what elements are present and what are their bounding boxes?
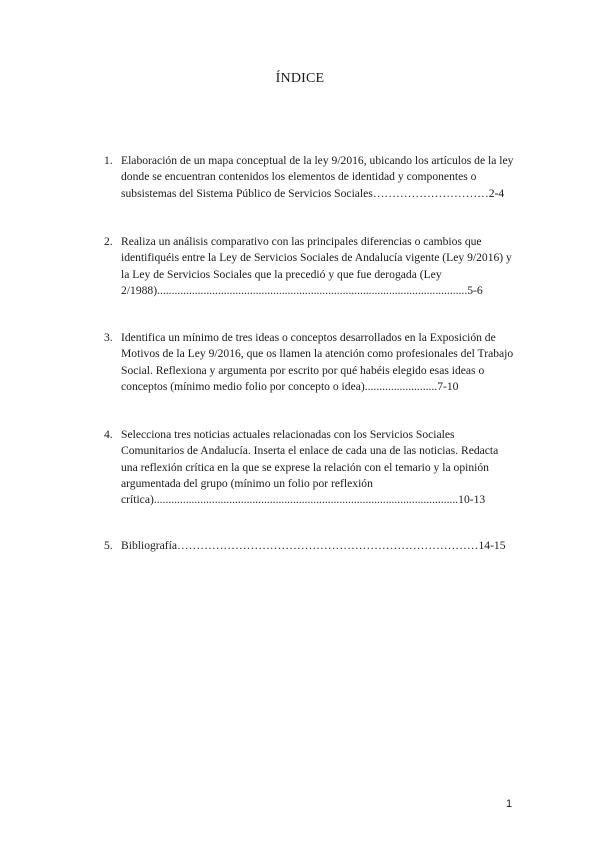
toc-entry-text-block <box>121 153 514 202</box>
toc-entry-text: Realiza un análisis comparativo con las principales diferencias o cambios que identifiquéis entre la Ley de Servicios Sociales de Andalucía vigente (Ley 9/2016) y la Ley de Servicios Sociales que la precedió y que fue derogada (Ley 2/1988) <box>121 235 512 297</box>
toc-entry-3 <box>104 330 514 395</box>
toc-entry-number: 5. <box>104 539 113 552</box>
toc-entry-pages: 2-4 <box>488 186 505 200</box>
page-title: ÍNDICE <box>275 71 325 86</box>
toc-entry-pages: 5-6 <box>467 283 483 297</box>
toc-entry-pages: 10-13 <box>458 493 486 507</box>
toc-entry-pages: 14-15 <box>478 539 506 552</box>
toc-entry-leader: ......................................................................................................... <box>153 493 459 507</box>
toc-entry-text: Elaboración de un mapa conceptual de la ley 9/2016, ubicando los artículos de la ley donde se encuentran contenidos los elementos de identidad y componentes o subsistemas del Sistema Público de Servicios Sociales <box>121 154 514 200</box>
toc-entry-text: Bibliografía <box>121 539 178 552</box>
toc-entry-number: 4. <box>104 428 113 441</box>
toc-entry-leader: …………………………………………………………………… <box>177 539 479 552</box>
toc-entry-leader: ………………………… <box>372 186 489 200</box>
toc-entry-number: 3. <box>104 331 113 344</box>
toc-entry-5 <box>104 538 514 554</box>
toc-entry-text-block <box>121 427 512 508</box>
toc-entry-text-block <box>121 330 514 395</box>
toc-entry-pages: 7-10 <box>437 379 459 393</box>
toc-entry-number: 2. <box>104 235 113 248</box>
toc-entry-leader: ......................... <box>364 379 438 393</box>
toc-entry-text: Selecciona tres noticias actuales relacionadas con los Servicios Sociales Comunitarios de Andalucía. Inserta el enlace de cada una de las noticias. Redacta una reflexión crítica en la que se exprese la relación con el temario y la opinión argumentada del grupo (mínimo un folio por reflexión crítica) <box>121 428 499 507</box>
toc-entry-text: Identifica un mínimo de tres ideas o conceptos desarrollados en la Exposición de Motivos de la Ley 9/2016, que os llamen la atención como profesionales del Trabajo Social. Reflexiona y argumenta por escrito por qué habéis elegido esas ideas o conceptos (mínimo medio folio por concepto o idea) <box>121 331 514 393</box>
toc-entry-text-block <box>121 538 514 554</box>
toc-entry-number: 1. <box>104 154 113 167</box>
toc-entry-4 <box>104 427 512 508</box>
toc-entry-1 <box>104 153 514 202</box>
page-number: 1 <box>506 798 513 810</box>
toc-entry-text-block <box>121 234 514 299</box>
toc-entry-leader: ........................................................................................................... <box>157 283 468 297</box>
toc-entry-2 <box>104 234 514 299</box>
